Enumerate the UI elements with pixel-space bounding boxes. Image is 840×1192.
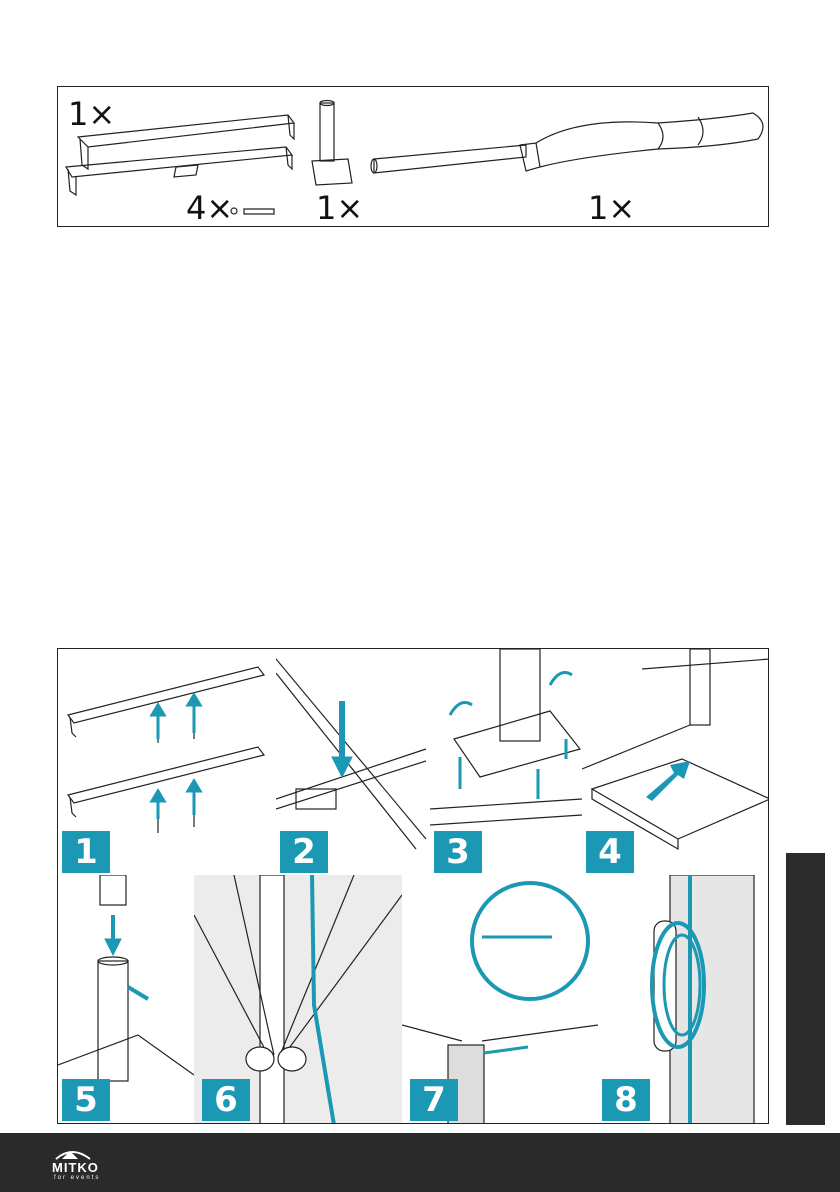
base-quantity: 1×	[316, 189, 364, 227]
step-3-badge: 3	[434, 831, 482, 873]
brand-tagline: for events	[54, 1175, 101, 1181]
umbrella-quantity: 1×	[588, 189, 636, 227]
brand-name: MITKO	[52, 1160, 99, 1175]
step-4-badge: 4	[586, 831, 634, 873]
step-1-panel	[58, 649, 277, 876]
step-8-badge: 8	[602, 1079, 650, 1121]
footer-bar	[0, 1133, 840, 1192]
step-6-badge: 6	[202, 1079, 250, 1121]
screws-quantity: 4×	[186, 189, 234, 227]
step-6-panel	[194, 875, 403, 1124]
step-2-badge: 2	[280, 831, 328, 873]
step-3-panel	[430, 649, 583, 876]
step-1-badge: 1	[62, 831, 110, 873]
section-side-tab	[786, 853, 825, 1125]
step-8-panel	[598, 875, 769, 1124]
parts-illustration	[58, 87, 768, 226]
step-7-panel	[402, 875, 599, 1124]
step-2-panel	[276, 649, 431, 876]
step-7-badge: 7	[410, 1079, 458, 1121]
parts-overview	[57, 86, 769, 227]
step-5-panel	[58, 875, 195, 1124]
step-5-badge: 5	[62, 1079, 110, 1121]
rails-quantity: 1×	[68, 95, 116, 133]
step-4-panel	[582, 649, 769, 876]
assembly-steps	[57, 648, 769, 1124]
